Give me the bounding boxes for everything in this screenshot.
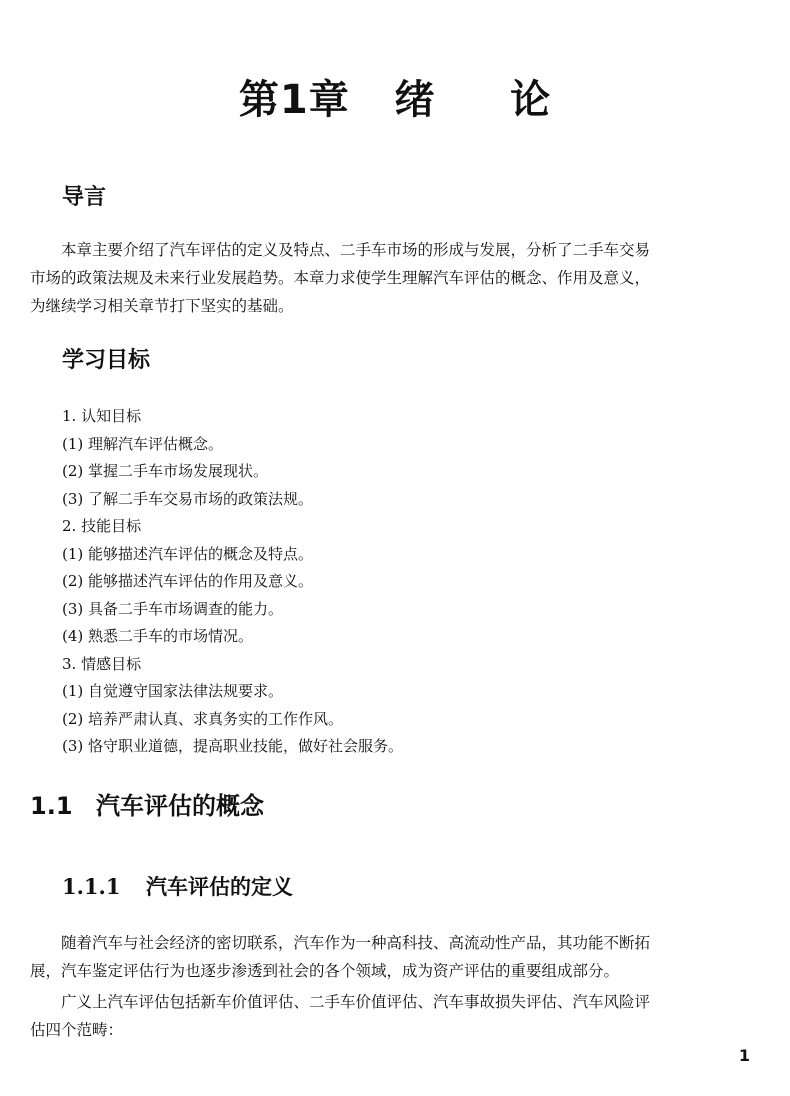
objective-item: (4) 熟悉二手车的市场情况。 [62,627,254,645]
objective-item: (2) 培养严肃认真、求真务实的工作作风。 [62,709,344,728]
chapter-title: 第1章 绪 论 [238,77,552,123]
objective-category: 2. 技能目标 [62,517,142,535]
objectives-heading: 学习目标 [62,348,151,373]
body-line: 估四个范畴： [30,1021,124,1039]
body-line: 广义上汽车评估包括新车价值评估、二手车价值评估、汽车事故损失评估、汽车风险评 [61,993,651,1011]
section-heading [30,789,264,823]
body-line: 随着汽车与社会经济的密切联系，汽车作为一种高科技、高流动性产品，其功能不断拓 [61,934,651,952]
objective-item: (2) 掌握二手车市场发展现状。 [62,462,269,480]
body-paragraph-1 [30,929,760,985]
intro-line: 市场的政策法规及未来行业发展趋势。本章力求使学生理解汽车评估的概念、作用及意义， [30,269,651,287]
subsection-heading [62,872,293,902]
body-line: 展，汽车鉴定评估行为也逐步渗透到社会的各个领域，成为资产评估的重要组成部分。 [30,962,620,980]
subsection-number: 1.1.1 [62,874,121,899]
objective-item: (3) 了解二手车交易市场的政策法规。 [62,489,314,508]
objective-item: (1) 自觉遵守国家法律法规要求。 [62,682,284,700]
objective-item: (2) 能够描述汽车评估的作用及意义。 [62,572,314,590]
objective-category: 3. 情感目标 [62,654,142,673]
intro-line: 本章主要介绍了汽车评估的定义及特点、二手车市场的形成与发展，分析了二手车交易 [61,241,651,259]
intro-heading: 导言 [62,185,107,210]
objective-item: (3) 具备二手车市场调查的能力。 [62,599,284,618]
subsection-title: 汽车评估的定义 [146,875,293,899]
objective-item: (1) 理解汽车评估概念。 [62,434,224,453]
objective-item: (1) 能够描述汽车评估的概念及特点。 [62,544,314,563]
intro-paragraph [30,236,760,320]
objective-category: 1. 认知目标 [62,407,142,425]
page-number: 1 [738,1046,750,1065]
section-number: 1.1 [30,792,73,820]
objective-item: (3) 恪守职业道德，提高职业技能，做好社会服务。 [62,737,404,755]
intro-line: 为继续学习相关章节打下坚实的基础。 [30,297,294,315]
body-paragraph-2 [30,988,760,1044]
objectives-list [62,403,742,761]
section-title: 汽车评估的概念 [96,792,264,820]
